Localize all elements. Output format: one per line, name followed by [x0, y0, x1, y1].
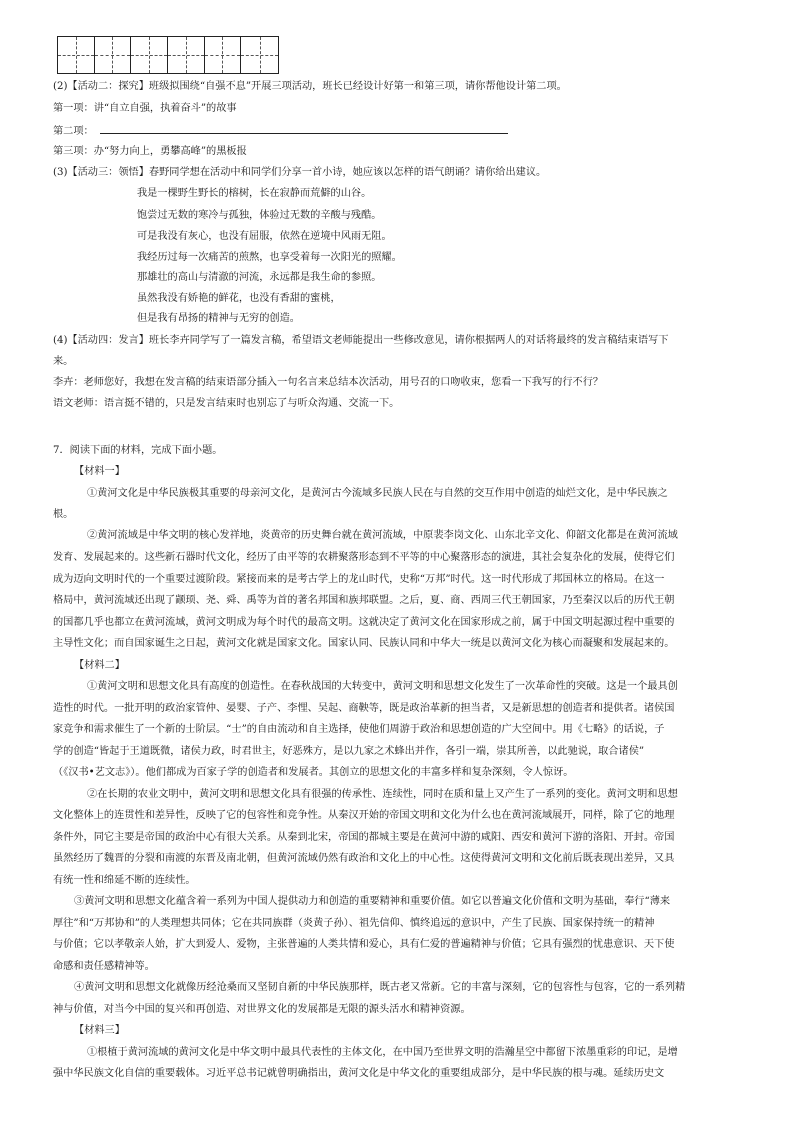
question-4-cont: 来。	[53, 356, 74, 367]
dialog-li-hui: 李卉：老师您好，我想在发言稿的结束语部分插入一句名言来总结本次活动，用号召的口吻收束，您看一下我写的行不行？	[53, 377, 604, 388]
paragraph-line: ②在长期的农业文明中，黄河文明和思想文化具有很强的传承性、连续性，同时在质和量上又产生了一系列的变化。黄河文明和思想	[87, 789, 678, 800]
paragraph-line: ②黄河流域是中华文明的核心发祥地，炎黄帝的历史舞台就在黄河流域，中原裴李岗文化、山东北辛文化、仰韶文化都是在黄河流域	[87, 530, 678, 541]
poem-line: 但是我有昂扬的精神与无穷的创造。	[137, 313, 300, 324]
material-3-title: 【材料三】	[74, 1025, 125, 1036]
question-7-heading: 7．阅读下面的材料，完成下面小题。	[53, 445, 223, 456]
paragraph-line: ④黄河文明和思想文化就像历经沧桑而又坚韧自新的中华民族那样，既古老又常新。它的丰富与深刻，它的包容性与包容，它的一系列精	[74, 982, 686, 993]
paragraph-line: 厚往”和“万邦协和”的人类理想共同体；它在共同族群（炎黄子孙）、祖先信仰、慎终追远的意识中，产生了民族、国家保持统一的精神	[53, 918, 655, 929]
poem-line: 饱尝过无数的寒冷与孤独，体验过无数的辛酸与残酷。	[137, 210, 382, 221]
question-4: (4)【活动四：发言】班长李卉同学写了一篇发言稿，希望语文老师能提出一些修改意见，请你根据两人的对话将最终的发言稿结束语写下	[53, 335, 669, 346]
question-3: (3)【活动三：领悟】春野同学想在活动中和同学们分享一首小诗，她应该以怎样的语气朗诵？请你给出建议。	[53, 167, 547, 178]
poem-line: 可是我没有灰心，也没有屈服，依然在逆境中风雨无阻。	[137, 231, 392, 242]
paragraph-line: （《汉书•艺文志》）。他们都成为百家子学的创造者和发展者。其创立的思想文化的丰富多样和复杂深刻，令人惊讶。	[53, 767, 574, 778]
activity-item-3: 第三项：办“努力向上，勇攀高峰”的黑板报	[53, 146, 247, 157]
grid-cell[interactable]	[168, 37, 205, 73]
paragraph-line: 强中华民族文化自信的重要载体。习近平总书记就曾明确指出，黄河文化是中华文化的重要组成部分，是中华民族的根与魂。延续历史文	[53, 1068, 665, 1079]
paragraph-line: 发育、发展起来的。这些新石器时代文化，经历了由平等的农耕聚落形态到不平等的中心聚落形态的演进，其社会复杂化的发展，使得它们	[53, 552, 675, 563]
material-1-title: 【材料一】	[74, 466, 125, 477]
poem-line: 虽然我没有娇艳的鲜花，也没有香甜的蜜桃，	[137, 293, 341, 304]
dialog-teacher: 语文老师：语言挺不错的，只是发言结束时也别忘了与听众沟通、交流一下。	[53, 398, 400, 409]
paragraph-line: 神与价值，对当今中国的复兴和再创造、对世界文化的发展都是无限的源头活水和精神资源。	[53, 1004, 471, 1015]
poem-line: 那雄壮的高山与清澈的河流，永远都是我生命的参照。	[137, 272, 382, 283]
paragraph-line: 学的创造“皆起于王道既微，诸侯力政，时君世主，好恶殊方，是以九家之术蜂出并作，各引一端，崇其所善，以此驰说，取合诸侯”	[53, 746, 645, 757]
material-2-title: 【材料二】	[74, 660, 125, 671]
grid-cell[interactable]	[131, 37, 168, 73]
paragraph-line: ③黄河文明和思想文化蕴含着一系列为中国人提供动力和创造的重要精神和重要价值。如它以普遍文化价值和文明为基础，奉行“薄来	[74, 896, 671, 907]
paragraph-line: 造性的时代。一批开明的政治家管仲、晏婴、子产、李悝、吴起、商鞅等，既是政治革新的担当者，又是新思想的创造者和提供者。诸侯国	[53, 703, 675, 714]
grid-cell[interactable]	[241, 37, 278, 73]
paragraph-line: 家竞争和需求催生了一个新的士阶层。“士”的自由流动和自主选择，使他们周游于政治和思想创造的广大空间中。用《七略》的话说，子	[53, 724, 665, 735]
poem-line: 我经历过每一次痛苦的煎熬，也享受着每一次阳光的照耀。	[137, 252, 402, 263]
paragraph-line: 主导性文化；而自国家诞生之日起，黄河文化就是国家文化。国家认同、民族认同和中华大一统是以黄河文化为核心而凝聚和发展起来的。	[53, 638, 675, 649]
activity-item-2-label: 第二项：	[53, 126, 94, 137]
paragraph-line: 虽然经历了魏晋的分裂和南渡的东晋及南北朝，但黄河流域仍然有政治和文化上的中心性。这使得黄河文明和文化前后既表现出差异，又具	[53, 853, 675, 864]
paragraph-line: 文化整体上的连贯性和差异性，反映了它的包容性和竞争性。从秦汉开始的帝国文明和文化为什么也在黄河流域展开，同样，除了它的地理	[53, 810, 675, 821]
paragraph-line: 命感和责任感精神等。	[53, 961, 155, 972]
paragraph-line: 的国都几乎也都立在黄河流域，黄河文明成为每个时代的最高文明。这就决定了黄河文化在国家形成之前，属于中国文明起源过程中重要的	[53, 617, 675, 628]
paragraph-line: ①根植于黄河流域的黄河文化是中华文明中最具代表性的主体文化，在中国乃至世界文明的浩瀚星空中都留下浓墨重彩的印记，是增	[87, 1047, 678, 1058]
paragraph-line: ①黄河文化是中华民族极其重要的母亲河文化，是黄河古今流域多民族人民在与自然的交互作用中创造的灿烂文化，是中华民族之	[87, 488, 668, 499]
paragraph-line: 有统一性和绵延不断的连续性。	[53, 875, 196, 886]
paragraph-line: 格局中，黄河流域还出现了颛顼、尧、舜、禹等为首的著名邦国和族邦联盟。之后，夏、商、西周三代王朝国家，乃至秦汉以后的历代王朝	[53, 595, 675, 606]
grid-cell[interactable]	[205, 37, 242, 73]
question-2: (2)【活动二：探究】班级拟围绕“自强不息”开展三项活动，班长已经设计好第一和第三项，请你帮他设计第二项。	[53, 81, 567, 92]
paragraph-line: 条件外，同它主要是帝国的政治中心有很大关系。从秦到北宋，帝国的都城主要是在黄河中游的咸阳、西安和黄河下游的洛阳、开封。帝国	[53, 832, 675, 843]
paragraph-line: 成为迈向文明时代的一个重要过渡阶段。紧接而来的是考古学上的龙山时代，史称“万邦”时代。这一时代形成了邦国林立的格局。在这一	[53, 574, 665, 585]
paragraph-line: 根。	[53, 509, 74, 520]
answer-grid[interactable]	[57, 36, 279, 74]
answer-blank-line[interactable]	[100, 124, 508, 134]
paragraph-line: ①黄河文明和思想文化具有高度的创造性。在春秋战国的大转变中，黄河文明和思想文化发生了一次革命性的突破。这是一个最具创	[87, 681, 678, 692]
paragraph-line: 与价值；它以孝敬亲人始，扩大到爱人、爱物，主张普遍的人类共情和爱心，具有仁爱的普遍精神与价值；它具有强烈的忧患意识、天下使	[53, 939, 675, 950]
grid-cell[interactable]	[58, 37, 95, 73]
poem-line: 我是一棵野生野长的榕树，长在寂静而荒僻的山谷。	[137, 188, 372, 199]
grid-cell[interactable]	[95, 37, 132, 73]
activity-item-2	[53, 124, 508, 138]
activity-item-1: 第一项：讲“自立自强，执着奋斗”的故事	[53, 103, 237, 114]
